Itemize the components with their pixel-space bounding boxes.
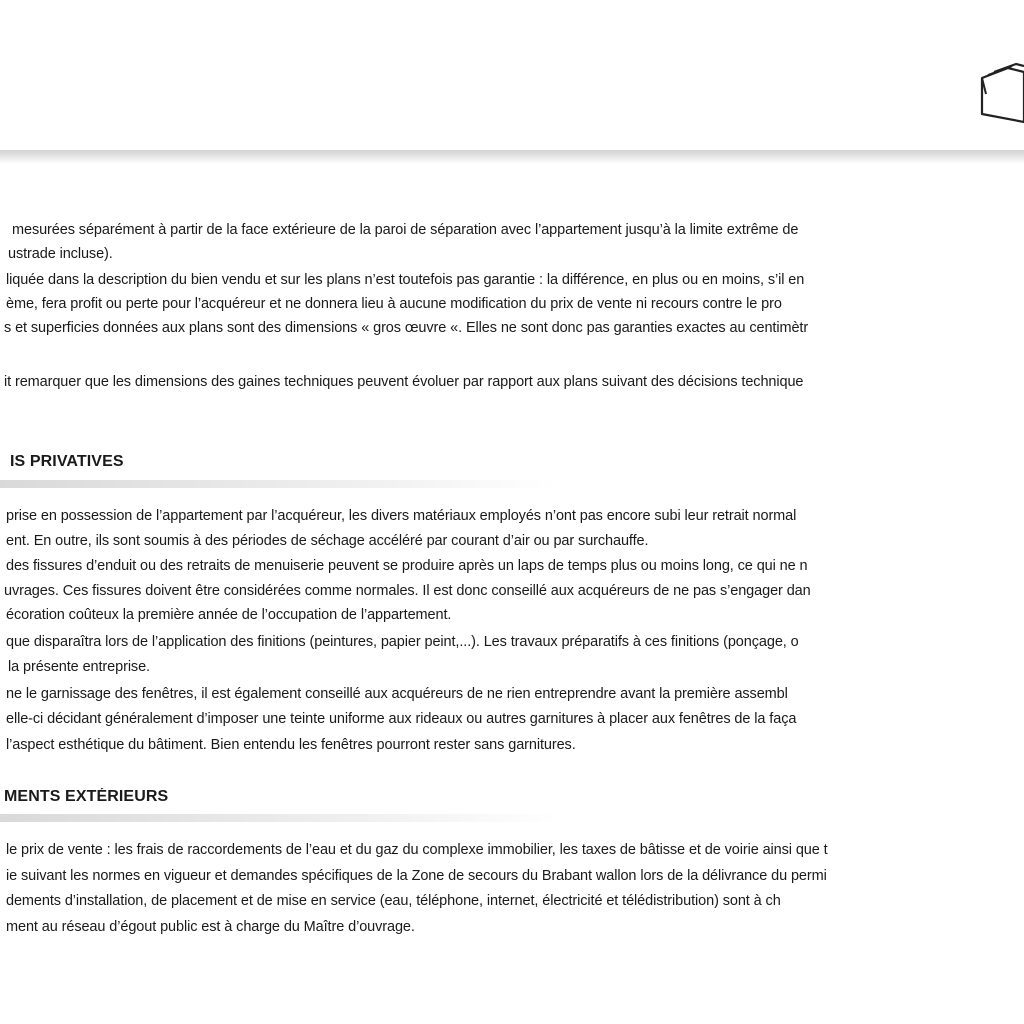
- header-divider: [0, 150, 1024, 164]
- folded-box-logo-icon: [980, 58, 1024, 130]
- section-divider: [0, 814, 560, 822]
- text-line: mesurées séparément à partir de la face extérieure de la paroi de séparation avec l’appartement jusqu’à la limite extrême de: [12, 222, 799, 238]
- text-line: s et superficies données aux plans sont des dimensions « gros œuvre «. Elles ne sont donc pas garanties exactes au centimètr: [4, 320, 809, 336]
- text-line: ustrade incluse).: [8, 246, 113, 262]
- header-band: [0, 0, 1024, 152]
- text-line: l’aspect esthétique du bâtiment. Bien entendu les fenêtres pourront rester sans garnitures.: [6, 737, 576, 753]
- text-line: ne le garnissage des fenêtres, il est également conseillé aux acquéreurs de ne rien entreprendre avant la première assembl: [6, 686, 788, 702]
- text-line: la présente entreprise.: [8, 659, 150, 675]
- text-line: des fissures d’enduit ou des retraits de menuiserie peuvent se produire après un laps de temps plus ou moins long, ce qui ne n: [6, 558, 808, 574]
- text-line: liquée dans la description du bien vendu et sur les plans n’est toutefois pas garantie : la différence, en plus ou en moins, s’il en: [6, 272, 805, 288]
- section-divider: [0, 480, 560, 488]
- text-line: uvrages. Ces fissures doivent être considérées comme normales. Il est donc conseillé aux acquéreurs de ne pas s’engager dan: [4, 583, 811, 599]
- text-line: elle-ci décidant généralement d’imposer une teinte uniforme aux rideaux ou autres garnitures à placer aux fenêtres de la faça: [6, 711, 797, 727]
- text-line: ent. En outre, ils sont soumis à des périodes de séchage accéléré par courant d’air ou par surchauffe.: [6, 533, 649, 549]
- text-line: le prix de vente : les frais de raccordements de l’eau et du gaz du complexe immobilier, les taxes de bâtisse et de voirie ainsi que t: [6, 842, 828, 858]
- text-line: prise en possession de l’appartement par l’acquéreur, les divers matériaux employés n’ont pas encore subi leur retrait normal: [6, 508, 797, 524]
- text-line: que disparaîtra lors de l’application des finitions (peintures, papier peint,...). Les travaux préparatifs à ces finitions (ponçage, o: [6, 634, 799, 650]
- text-line: ment au réseau d’égout public est à charge du Maître d’ouvrage.: [6, 919, 415, 935]
- text-line: dements d’installation, de placement et de mise en service (eau, téléphone, internet, électricité et télédistribution) sont à ch: [6, 893, 781, 909]
- text-line: it remarquer que les dimensions des gaines techniques peuvent évoluer par rapport aux plans suivant des décisions technique: [4, 374, 804, 390]
- text-line: écoration coûteux la première année de l’occupation de l’appartement.: [6, 607, 452, 623]
- section-heading-privatives: IS PRIVATIVES: [10, 453, 124, 470]
- section-heading-exterieurs: MENTS EXTÉRIEURS: [4, 788, 169, 805]
- text-line: ie suivant les normes en vigueur et demandes spécifiques de la Zone de secours du Brabant wallon lors de la délivrance du permi: [6, 868, 827, 884]
- text-line: ème, fera profit ou perte pour l’acquéreur et ne donnera lieu à aucune modification du prix de vente ni recours contre le pro: [6, 296, 782, 312]
